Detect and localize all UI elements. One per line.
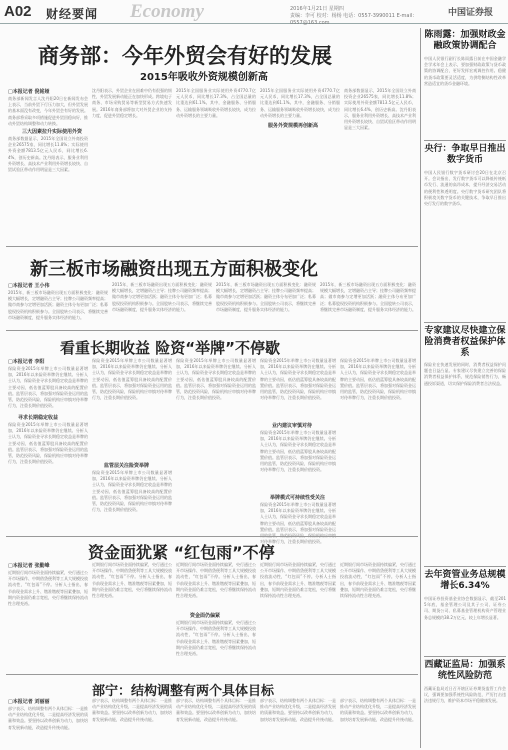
article1-body4: 2015年全国服务业实际使用外资4770.7亿元人民币，同比增长17.3%，占全国总量的比重达到61.1%。其中，金融服务、分销服务、运输服务领域吸收外资增长较快，成为拉动外资增长的主要力量。 bbox=[260, 88, 340, 118]
page-number: A02 bbox=[4, 3, 32, 20]
article4-body-col5: 近期银行间市场资金面持续偏紧，央行通过公开市场操作、中期借贷便利等工具大规模投放流动性，“红包雨”不停。分析人士指出，春节前现金需求上升、缴准缴税等因素叠加，短期内资金面仍难言宽松，央行将继续保持流动性合理充裕。 bbox=[340, 562, 416, 599]
article3-body-col3: 保险资金2015年举牌上市公司数量显著增加，2016年以来险资举牌仍在继续。分析人士认为，保险资金寻求长期稳定收益是举牌的主要动因，低估值蓝筹股具备较高的配置价值。监管层表示，将加强对保险资金运用的监管，防范投资风险，保险机构应审慎对待举牌行为，注重长期价值投资。 bbox=[176, 358, 256, 401]
sidebar-body3: 保险业在快速发展的同时，消费者权益保护问题也日益凸显。专家建议尽快建立完善的保险消费者权益保护体系，规范保险销售行为，畅通投诉渠道，切实保护保险消费者合法权益。 bbox=[424, 362, 506, 386]
article2-title: 新三板市场融资出现五方面积极变化 bbox=[30, 259, 318, 280]
article4-title: 资金面犹紧 “红包雨”不停 bbox=[88, 543, 275, 562]
sidebar-head5: 西藏证监局：加强系统性风险防范 bbox=[424, 660, 506, 681]
divider bbox=[6, 536, 418, 537]
article3-subhead1: 寻求长期稳定收益 bbox=[18, 415, 59, 421]
article3-body-col4: 保险资金2015年举牌上市公司数量显著增加，2016年以来险资举牌仍在继续。分析人士认为，保险资金寻求长期稳定收益是举牌的主要动因，低估值蓝筹股具备较高的配置价值。监管层表示，将加强对保险资金运用的监管，防范投资风险，保险机构应审慎对待举牌行为，注重长期价值投资。 bbox=[260, 358, 336, 401]
article1-subtitle: 2015年吸收外资规模创新高 bbox=[140, 72, 268, 83]
sidebar-head2: 央行：争取早日推出数字货币 bbox=[424, 144, 506, 165]
article5-body-col4: 部宁表示，结构调整有两个具体目标：一是推动产业结构优化升级，二是提高经济发展的质量和效益。要坚持以改革创新为动力，加快培育发展新动能，改造提升传统动能。 bbox=[260, 698, 336, 722]
article4-body-col4: 近期银行间市场资金面持续偏紧，央行通过公开市场操作、中期借贷便利等工具大规模投放流动性，“红包雨”不停。分析人士指出，春节前现金需求上升、缴准缴税等因素叠加，短期内资金面仍难言宽松，央行将继续保持流动性合理充裕。 bbox=[260, 562, 336, 599]
article3-title: 看重长期收益 险资“举牌”不停歇 bbox=[60, 339, 280, 357]
article1-body1: 商务部新闻发言人沈丹阳20日在新闻发布会上表示，当前外贸下行压力加大，但外贸发展的基本面没有改变，今年外贸会有好的发展。商务部将采取多项措施促进外贸回稳向好，推动外贸结构调整和动力转换。 bbox=[8, 96, 88, 126]
article5-body-col3: 部宁表示，结构调整有两个具体目标：一是推动产业结构优化升级，二是提高经济发展的质量和效益。要坚持以改革创新为动力，加快培育发展新动能，改造提升传统动能。 bbox=[176, 698, 256, 722]
article1-body5: 商务部数据显示，2015年全国设立外商投资企业26575家，同比增长11.8%；实际使用外资金额7813.5亿元人民币，同比增长6.4%，创历史新高。沈丹阳表示，服务业利用外资增长、高技术产业利用外资增长较快、自贸试验区带动作用明显是三大因素。 bbox=[344, 88, 416, 131]
article1-subhead2: 服务外资规模再创新高 bbox=[268, 123, 319, 129]
article3-body-col2b: 保险资金2015年举牌上市公司数量显著增加，2016年以来险资举牌仍在继续。分析人士认为，保险资金寻求长期稳定收益是举牌的主要动因，低估值蓝筹股具备较高的配置价值。监管层表示，将加强对保险资金运用的监管，防范投资风险，保险机构应审慎对待举牌行为，注重长期价值投资。 bbox=[92, 470, 172, 513]
article2-body-col2: 2015年，新三板市场融资出现五方面积极变化：融资规模大幅增长，定增融资占主导；挂牌公司融资频率提高；做市商参与定增更加活跃；融资主体分布更加广泛；私募股权投资机构积极参与。全国股转公司表示，将继续完善市场融资制度，提升服务实体经济的能力。 bbox=[112, 282, 212, 312]
article5-body-col5: 部宁表示，结构调整有两个具体目标：一是推动产业结构优化升级，二是提高经济发展的质量和效益。要坚持以改革创新为动力，加快培育发展新动能，改造提升传统动能。 bbox=[340, 698, 416, 722]
article1-subhead1: 三大因素拉升实际使用外资 bbox=[22, 129, 83, 135]
issue-date: 2016年1月21日 星期四 bbox=[290, 6, 344, 12]
article4-byline: □本报记者 张勤峰 bbox=[8, 563, 50, 569]
article1-title: 商务部：今年外贸会有好的发展 bbox=[38, 44, 332, 68]
article2-byline: □本报记者 王小伟 bbox=[8, 283, 50, 289]
article3-body-col2: 保险资金2015年举牌上市公司数量显著增加，2016年以来险资举牌仍在继续。分析人士认为，保险资金寻求长期稳定收益是举牌的主要动因，低估值蓝筹股具备较高的配置价值。监管层表示，将加强对保险资金运用的监管，防范投资风险，保险机构应审慎对待举牌行为，注重长期价值投资。 bbox=[92, 358, 172, 401]
article3-body-col1b: 保险资金2015年举牌上市公司数量显著增加，2016年以来险资举牌仍在继续。分析人士认为，保险资金寻求长期稳定收益是举牌的主要动因，低估值蓝筹股具备较高的配置价值。监管层表示，将加强对保险资金运用的监管，防范投资风险，保险机构应审慎对待举牌行为，注重长期价值投资。 bbox=[8, 422, 88, 465]
divider bbox=[424, 566, 506, 567]
sidebar-head1: 陈雨露：加强财政金融政策协调配合 bbox=[424, 30, 506, 51]
article1-body3: 沈丹阳表示，外贸企业在困难中仍有很强的韧性，外贸发展新动能正在加快形成。跨境电子商务、市场采购贸易等新型贸易方式快速发展。2016年商务部将加大对外贸企业的支持力度，促进外贸稳定增长。 bbox=[92, 88, 172, 118]
article2-body-col4: 2015年，新三板市场融资出现五方面积极变化：融资规模大幅增长，定增融资占主导；挂牌公司融资频率提高；做市商参与定增更加活跃；融资主体分布更加广泛；私募股权投资机构积极参与。全国股转公司表示，将继续完善市场融资制度，提升服务实体经济的能力。 bbox=[320, 282, 416, 312]
divider bbox=[6, 330, 418, 331]
divider bbox=[424, 656, 506, 657]
article5-title: 部宁：结构调整有两个具体目标 bbox=[92, 684, 275, 699]
article4-body-col3: 近期银行间市场资金面持续偏紧，央行通过公开市场操作、中期借贷便利等工具大规模投放流动性，“红包雨”不停。分析人士指出，春节前现金需求上升、缴准缴税等因素叠加，短期内资金面仍难言宽松，央行将继续保持流动性合理充裕。 bbox=[176, 562, 256, 599]
editor-info: 责编：李可 校对：杨杨 电话：0557-3990011 E-mail：0557@163.com bbox=[290, 13, 418, 26]
article4-body-col1: 近期银行间市场资金面持续偏紧，央行通过公开市场操作、中期借贷便利等工具大规模投放流动性，“红包雨”不停。分析人士指出，春节前现金需求上升、缴准缴税等因素叠加，短期内资金面仍难言宽松，央行将继续保持流动性合理充裕。 bbox=[8, 570, 88, 607]
article5-byline: □本报记者 刘丽丽 bbox=[8, 699, 50, 705]
masthead bbox=[0, 0, 508, 24]
article5-body-col1: 部宁表示，结构调整有两个具体目标：一是推动产业结构优化升级，二是提高经济发展的质量和效益。要坚持以改革创新为动力，加快培育发展新动能，改造提升传统动能。 bbox=[8, 706, 88, 730]
sidebar-body1: 中国人民银行副行长陈雨露日前在中国金融学会学术年会上表示，要加强财政政策与货币政策的协调配合，更好发挥宏观调控作用。稳健的货币政策要灵活适度，为供给侧结构性改革营造适宜的货币金融环境。 bbox=[424, 56, 506, 86]
article4-subhead1: 资金面仍偏紧 bbox=[190, 613, 221, 619]
article5-body-col2: 部宁表示，结构调整有两个具体目标：一是推动产业结构优化升级，二是提高经济发展的质量和效益。要坚持以改革创新为动力，加快培育发展新动能，改造提升传统动能。 bbox=[92, 698, 172, 722]
sidebar-head3: 专家建议尽快建立保险消费者权益保护体系 bbox=[424, 326, 506, 358]
sidebar-body2: 中国人民银行数字货币研讨会20日在北京召开。会议指出，发行数字货币可以降低传统纸币发行、流通的高昂成本，提升经济交易活动的便利性和透明度。央行数字货币研究团队将积极攻关数字货币的关键技术，争取早日推出央行发行的数字货币。 bbox=[424, 170, 506, 207]
article1-body3b: 2015年全国服务业实际使用外资4770.7亿元人民币，同比增长17.3%，占全国总量的比重达到61.1%。其中，金融服务、分销服务、运输服务领域吸收外资增长较快，成为拉动外资增长的主要力量。 bbox=[176, 88, 256, 118]
article3-body-col1: 保险资金2015年举牌上市公司数量显著增加，2016年以来险资举牌仍在继续。分析人士认为，保险资金寻求长期稳定收益是举牌的主要动因，低估值蓝筹股具备较高的配置价值。监管层表示，将加强对保险资金运用的监管，防范投资风险，保险机构应审慎对待举牌行为，注重长期价值投资。 bbox=[8, 366, 88, 409]
divider bbox=[6, 246, 418, 247]
newspaper-brand: 中国证券报 bbox=[448, 8, 494, 18]
article3-body-col4b: 保险资金2015年举牌上市公司数量显著增加，2016年以来险资举牌仍在继续。分析人士认为，保险资金寻求长期稳定收益是举牌的主要动因，低估值蓝筹股具备较高的配置价值。监管层表示，将加强对保险资金运用的监管，防范投资风险，保险机构应审慎对待举牌行为，注重长期价值投资。 bbox=[260, 430, 336, 473]
article4-body-col2: 近期银行间市场资金面持续偏紧，央行通过公开市场操作、中期借贷便利等工具大规模投放流动性，“红包雨”不停。分析人士指出，春节前现金需求上升、缴准缴税等因素叠加，短期内资金面仍难言宽松，央行将继续保持流动性合理充裕。 bbox=[92, 562, 172, 599]
masthead-meta bbox=[290, 6, 450, 27]
article3-body-col5: 保险资金2015年举牌上市公司数量显著增加，2016年以来险资举牌仍在继续。分析人士认为，保险资金寻求长期稳定收益是举牌的主要动因，低估值蓝筹股具备较高的配置价值。监管层表示，将加强对保险资金运用的监管，防范投资风险，保险机构应审慎对待举牌行为，注重长期价值投资。 bbox=[340, 358, 416, 401]
divider bbox=[424, 322, 506, 323]
article2-body-col1: 2015年，新三板市场融资出现五方面积极变化：融资规模大幅增长，定增融资占主导；挂牌公司融资频率提高；做市商参与定增更加活跃；融资主体分布更加广泛；私募股权投资机构积极参与。全国股转公司表示，将继续完善市场融资制度，提升服务实体经济的能力。 bbox=[8, 290, 108, 320]
article3-byline: □本报记者 李阳 bbox=[8, 359, 45, 365]
divider bbox=[424, 140, 506, 141]
article3-subhead3: 业内建议审慎对待 bbox=[272, 423, 313, 429]
article3-subhead2: 监管层关注险资举牌 bbox=[104, 463, 150, 469]
page-section-name: 财经要闻 bbox=[46, 7, 99, 21]
section-english-label: Economy bbox=[130, 1, 204, 22]
sidebar-divider bbox=[420, 28, 421, 748]
article3-subhead4: 举牌模式可持续性受关注 bbox=[270, 495, 326, 501]
article3-body-col4c: 保险资金2015年举牌上市公司数量显著增加，2016年以来险资举牌仍在继续。分析人士认为，保险资金寻求长期稳定收益是举牌的主要动因，低估值蓝筹股具备较高的配置价值。监管层表示，将加强对保险资金运 对待举牌行为，注重长期价值投资。 bbox=[260, 502, 336, 545]
article4-body-col3b: 近期银行间市场资金面持续偏紧，央行通过公开市场操作、中期借贷便利等工具大规模投放流动性，“红包雨”不停。分析人士指出，春节前现金需求上升、缴准缴税等因素叠加，短期内资金面仍难言宽松，央行将继续保持流动性合理充裕。 bbox=[176, 620, 256, 657]
article1-body2: 商务部数据显示，2015年全国设立外商投资企业26575家，同比增长11.8%；实际使用外资金额7813.5亿元人民币，同比增长6.4%，创历史新高。沈丹阳表示，服务业利用外资增长、高技术产业利用外资增长较快、自贸试验区带动作用明显是三大因素。 bbox=[8, 136, 88, 173]
sidebar-body4: 中国证券投资基金业协会数据显示，截至2015年底，基金管理公司及其子公司、证券公司、期货公司、私募基金管理机构资产管理业务总规模约38.2万亿元，较上年增长显著。 bbox=[424, 596, 506, 620]
sidebar-head4: 去年资管业务总规模增长6.34% bbox=[424, 570, 506, 591]
sidebar-body5: 西藏证监局近日召开辖区证券期货监管工作会议，强调要加强系统性风险防范，严厉打击违法违规行为，维护资本市场平稳健康发展。 bbox=[424, 686, 506, 704]
article2-body-col3: 2015年，新三板市场融资出现五方面积极变化：融资规模大幅增长，定增融资占主导；挂牌公司融资频率提高；做市商参与定增更加活跃；融资主体分布更加广泛；私募股权投资机构积极参与。全国股转公司表示，将继续完善市场融资制度，提升服务实体经济的能力。 bbox=[216, 282, 316, 312]
article1-byline: □本报记者 倪铭娅 bbox=[8, 89, 50, 95]
divider bbox=[6, 674, 418, 675]
